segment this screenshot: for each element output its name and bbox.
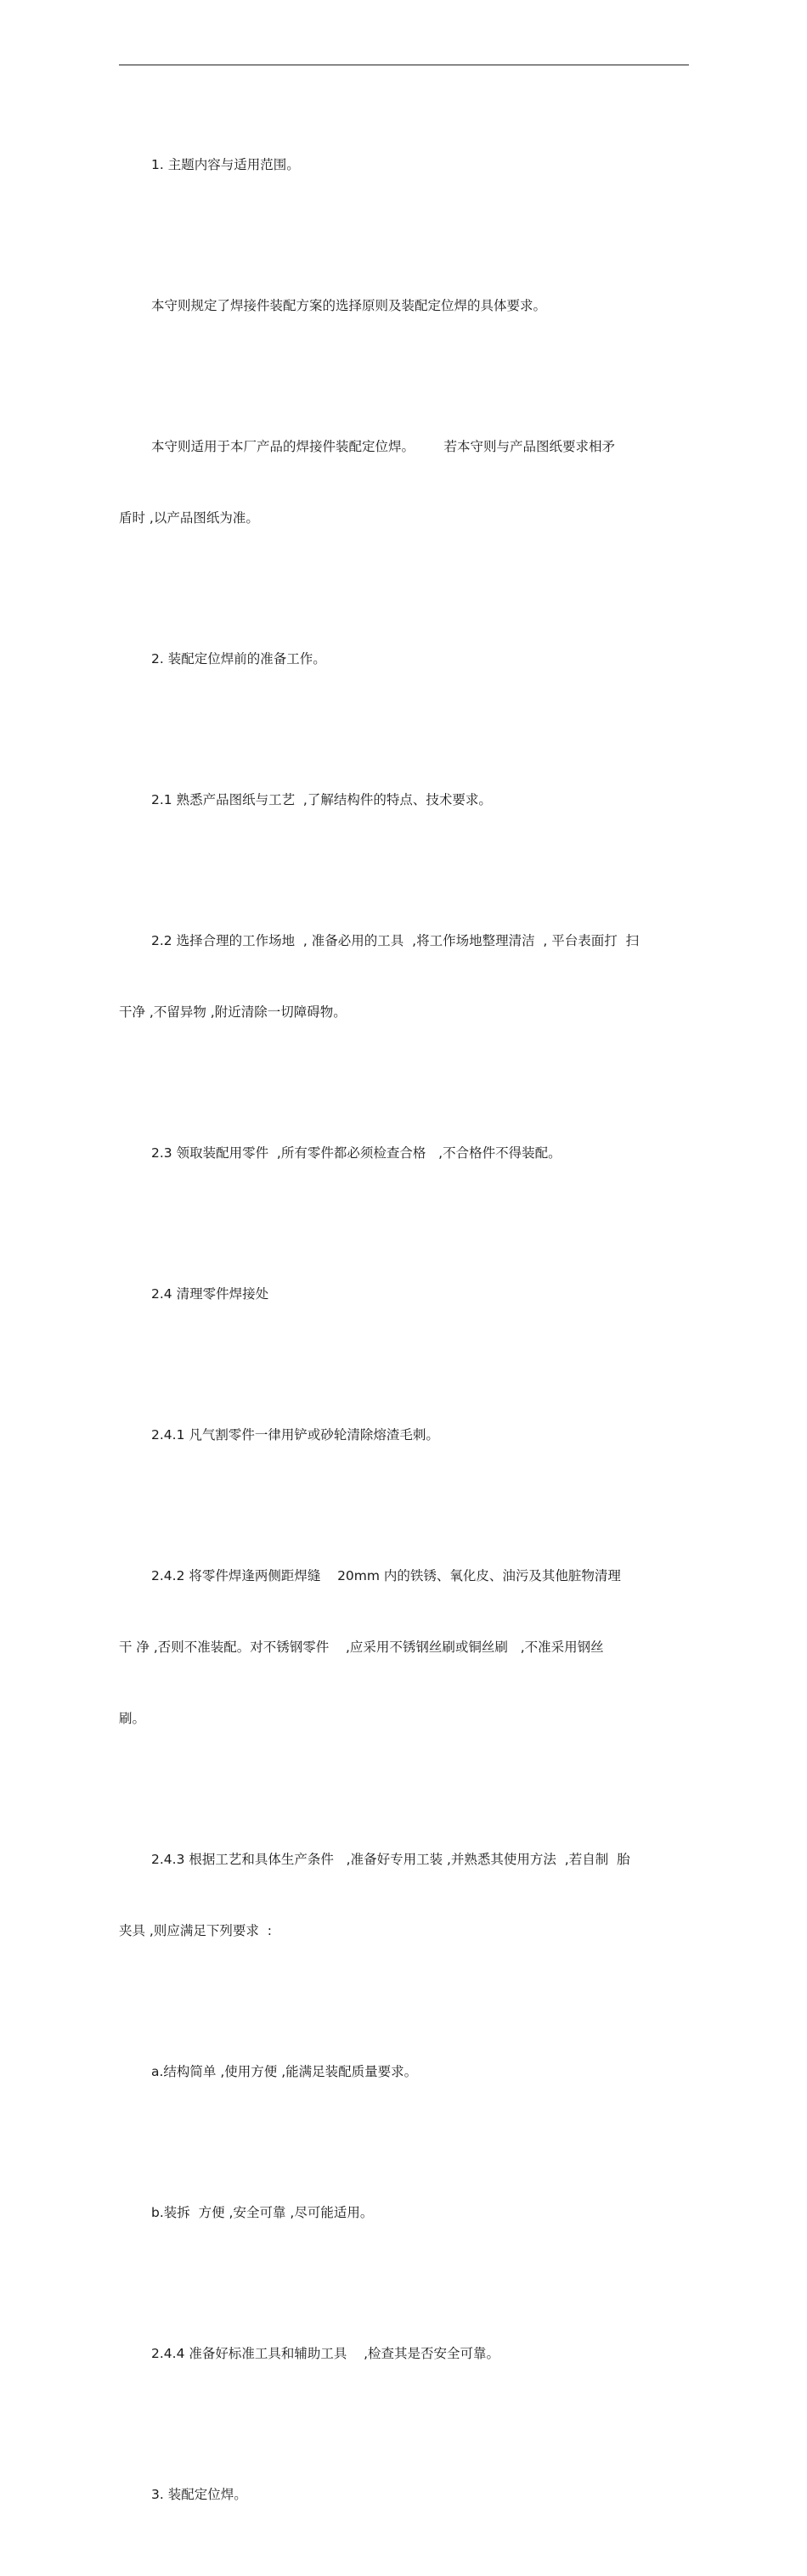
clause-2-4-3: 2.4.3 根据工艺和具体生产条件 ,准备好专用工装 ,并熟悉其使用方法 ,若自制 胎 夹具 ,则应满足下列要求 :	[119, 1852, 630, 1938]
list-item-b: b.装拆 方便 ,安全可靠 ,尽可能适用。	[151, 2205, 374, 2220]
clause-2-3: 2.3 领取装配用零件 ,所有零件都必须检查合格 ,不合格件不得装配。	[151, 1145, 562, 1161]
clause-2-4-2: 2.4.2 将零件焊逢两侧距焊缝 20mm 内的铁锈、氧化皮、油污及其他脏物清理 干 净 ,否则不准装配。对不锈钢零件 ,应采用不锈钢丝刷或铜丝刷 ,不准采用钢丝 刷。	[119, 1568, 621, 1726]
list-item-a: a.结构简单 ,使用方便 ,能满足装配质量要求。	[151, 2064, 418, 2079]
clause-2-4-4: 2.4.4 准备好标准工具和辅助工具 ,检查其是否安全可靠。	[151, 2346, 500, 2361]
clause-2-1: 2.1 熟悉产品图纸与工艺 ,了解结构件的特点、技术要求。	[151, 792, 492, 807]
clause-2-2: 2.2 选择合理的工作场地 , 准备必用的工具 ,将工作场地整理清洁 , 平台表面打 扫 干净 ,不留异物 ,附近清除一切障碍物。	[119, 933, 640, 1020]
clause-2-4: 2.4 清理零件焊接处	[151, 1286, 269, 1302]
section-heading-3: 3. 装配定位焊。	[151, 2487, 247, 2502]
section-heading-1: 1. 主题内容与适用范围。	[151, 157, 300, 172]
document-body	[119, 105, 689, 2576]
section-heading-2: 2. 装配定位焊前的准备工作。	[151, 651, 326, 666]
paragraph-scope: 本守则规定了焊接件装配方案的选择原则及装配定位焊的具体要求。	[151, 298, 547, 313]
paragraph-applicability: 本守则适用于本厂产品的焊接件装配定位焊。 若本守则与产品图纸要求相矛 盾时 ,以产品图纸为准。	[119, 439, 615, 526]
clause-2-4-1: 2.4.1 凡气割零件一律用铲或砂轮清除熔渣毛刺。	[151, 1427, 439, 1443]
